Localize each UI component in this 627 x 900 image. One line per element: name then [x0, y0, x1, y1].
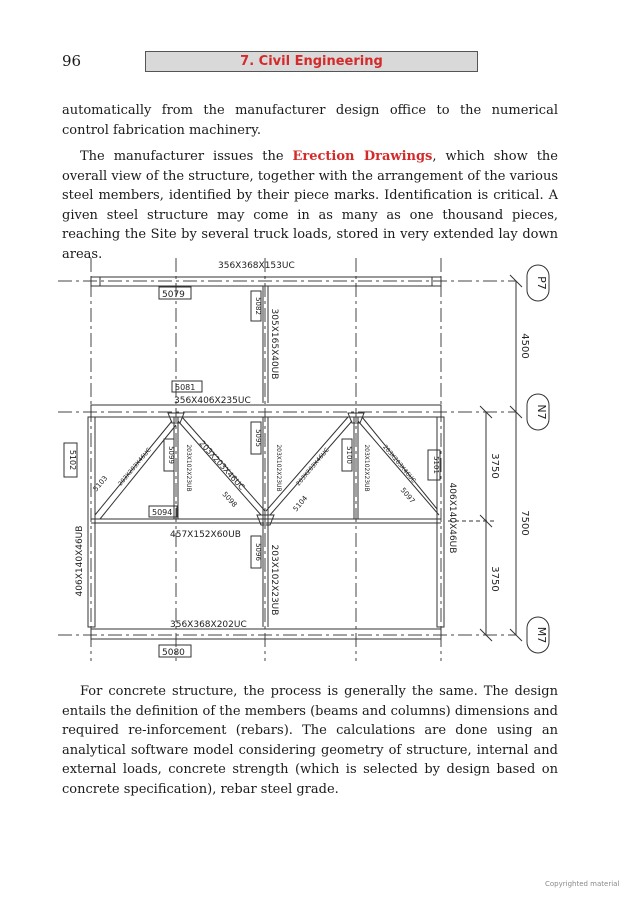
dimension-4500: 4500 — [519, 333, 530, 359]
member-vertical-left: 203X102X23UB — [185, 444, 192, 492]
mark-5103: 5103 — [91, 474, 110, 494]
paragraph-3: For concrete structure, the process is generally the same. The design entails the definition of the members (beams and columns) dimensions and required re-inforcement (rebars). The calculations are done using an analytical software model considering geometry of structure, internal and external loads, concrete strength (which is selected by design based on concrete specification), rebar steel grade. — [62, 684, 558, 797]
member-top-beam: 356X368X153UC — [218, 261, 295, 271]
mark-5079: 5079 — [162, 290, 185, 300]
paragraph-2-end: , which show the overall view of the structure, together with the arrangement of the various steel members, identified by their piece marks. Identification is critical. A given steel structure may come in as many as one thousand pieces, reaching the Site by several truck loads, stored in very extended lay down areas. — [62, 149, 558, 262]
member-diagonal-left-bottom: 203X203X46UC — [116, 446, 153, 488]
member-bottom-beam: 356X368X202UC — [170, 620, 247, 630]
member-centre-column: 203X102X23UB — [269, 544, 279, 616]
grid-lines — [58, 258, 516, 661]
mark-5080: 5080 — [162, 648, 185, 658]
dimension-3750-lower: 3750 — [489, 566, 500, 592]
mark-5097: 5097 — [398, 486, 417, 506]
member-right-column: 406X140X46UB — [447, 482, 457, 554]
grid-label-n7: N7 — [535, 404, 548, 420]
mark-5082: 5082 — [254, 297, 262, 315]
copyright-notice: Copyrighted material — [545, 880, 620, 888]
member-upper-column: 305X165X40UB — [269, 308, 279, 380]
grid-label-p7: P7 — [535, 276, 548, 290]
paragraph-1: automatically from the manufacturer design office to the numerical control fabrication machinery. — [62, 103, 558, 138]
mark-5099: 5099 — [167, 446, 175, 464]
mark-5096: 5096 — [254, 543, 262, 561]
member-vertical-centre: 203X102X23UB — [275, 444, 282, 492]
paragraph-2-start: The manufacturer issues the — [80, 149, 293, 164]
member-mid-beam: 356X406X235UC — [174, 396, 251, 406]
mark-5100: 5100 — [345, 446, 353, 464]
member-left-column: 406X140X46UB — [75, 525, 85, 597]
erection-drawings-term: Erection Drawings — [292, 149, 433, 164]
member-diagonal-left-top: 203X203X46UC — [197, 438, 247, 492]
member-diagonal-right-top: 203X203X46UC — [381, 443, 418, 485]
page-number: 96 — [62, 52, 82, 70]
member-vertical-right: 203X102X23UB — [363, 444, 370, 492]
paragraph-2 — [62, 147, 558, 264]
mark-5101: 5101 — [432, 456, 440, 474]
mark-5095: 5095 — [254, 429, 262, 447]
member-lower-beam: 457X152X60UB — [170, 530, 241, 540]
chapter-title: 7. Civil Engineering — [145, 51, 478, 72]
grid-label-m7: M7 — [535, 626, 548, 644]
mark-5102: 5102 — [68, 449, 77, 471]
member-diagonal-right-bottom: 203X203X46UC — [294, 446, 331, 488]
mark-5081: 5081 — [175, 383, 196, 392]
mark-5094: 5094 — [152, 508, 173, 517]
mark-5098: 5098 — [220, 490, 239, 509]
dimension-7500: 7500 — [519, 510, 530, 536]
dimension-3750-upper: 3750 — [489, 453, 500, 479]
erection-drawing — [58, 253, 578, 665]
mark-5104: 5104 — [291, 494, 310, 514]
